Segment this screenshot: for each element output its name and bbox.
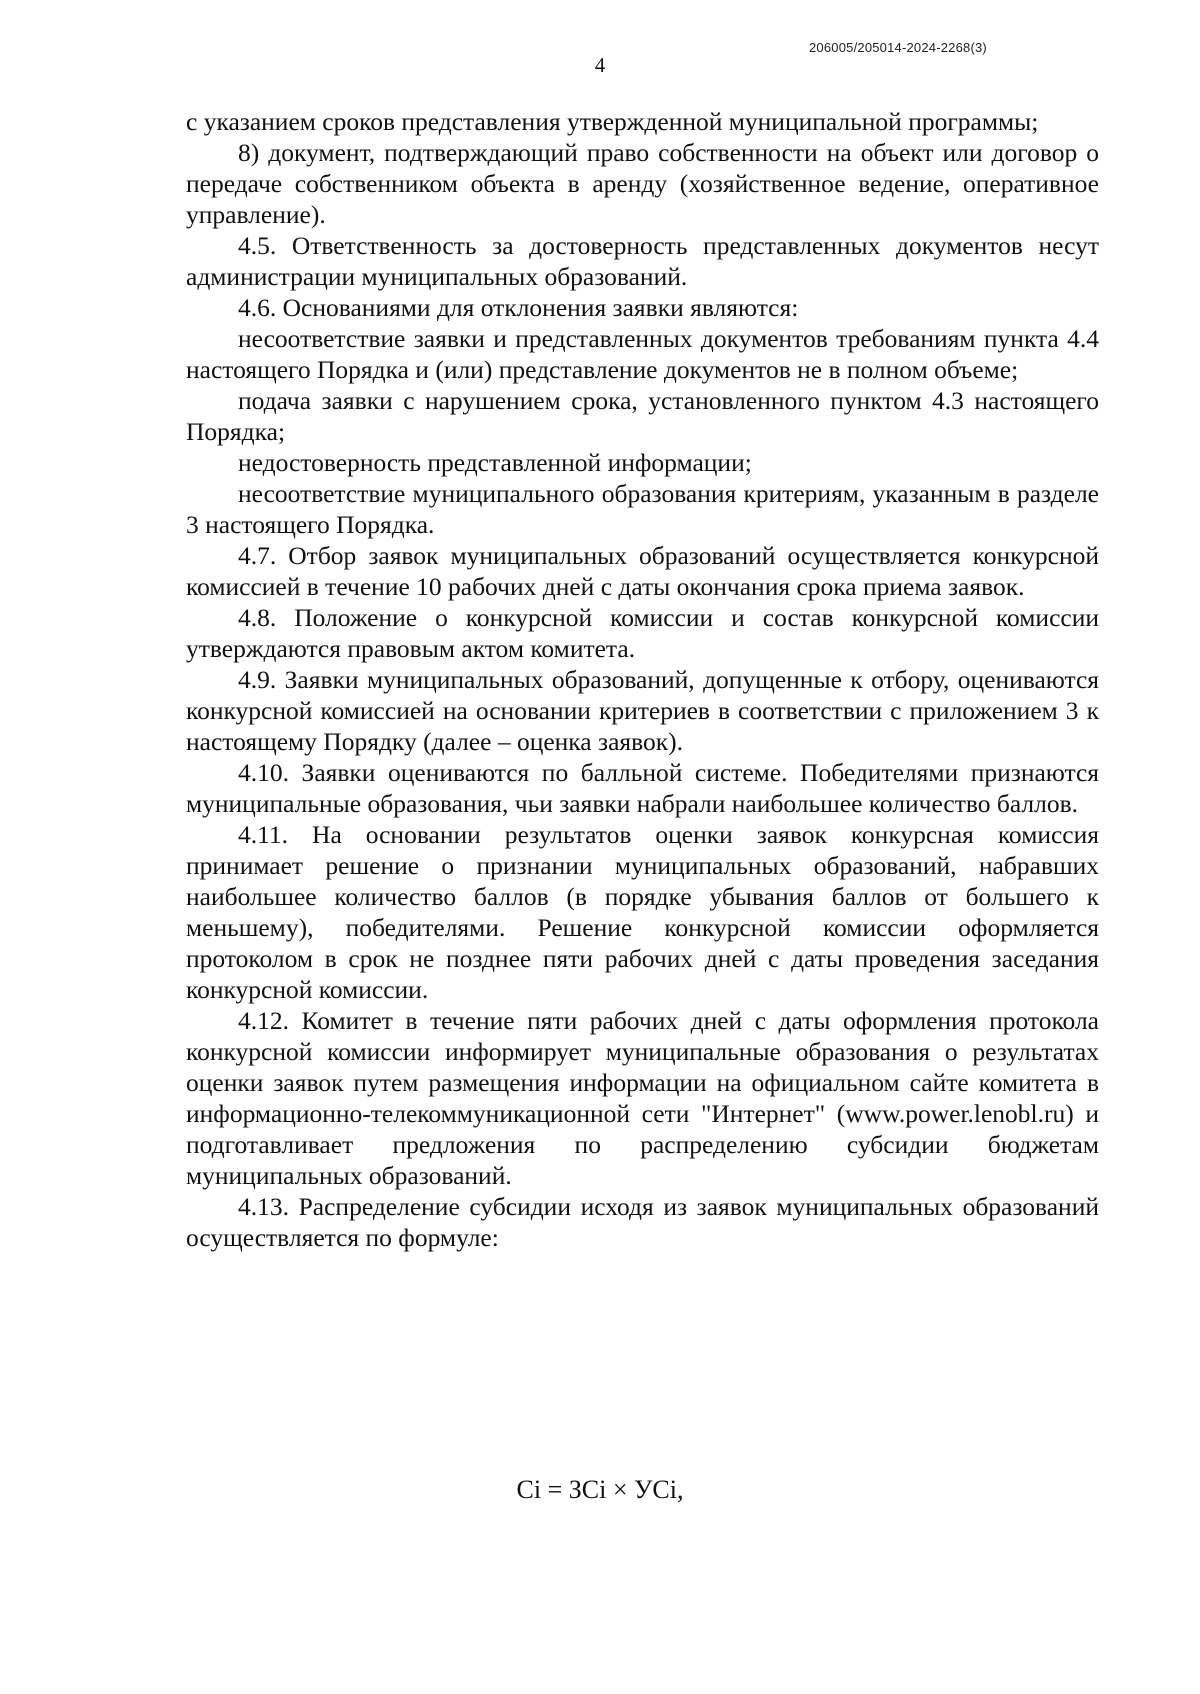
paragraph-4-5: 4.5. Ответственность за достоверность представленных документов несут администрации муниципальных образований.: [186, 231, 1099, 291]
paragraph-4-8: 4.8. Положение о конкурсной комиссии и состав конкурсной комиссии утверждаются правовым актом комитета.: [186, 603, 1099, 663]
document-body: [186, 106, 1099, 1253]
paragraph-4-13: 4.13. Распределение субсидии исходя из заявок муниципальных образований осуществляется по формуле:: [186, 1192, 1099, 1252]
page-number: 4: [594, 53, 606, 77]
rejection-ground-4: несоответствие муниципального образования критериям, указанным в разделе 3 настоящего Порядка.: [186, 479, 1099, 539]
paragraph-4-10: 4.10. Заявки оцениваются по балльной системе. Победителями признаются муниципальные образования, чьи заявки набрали наибольшее количество баллов.: [186, 758, 1099, 818]
paragraph-4-9: 4.9. Заявки муниципальных образований, допущенные к отбору, оцениваются конкурсной комиссией на основании критериев в соответствии с приложением 3 к настоящему Порядку (далее – оценка заявок).: [186, 665, 1099, 756]
document-number: 206005/205014-2024-2268(3): [809, 40, 987, 55]
paragraph-4-6: 4.6. Основаниями для отклонения заявки являются:: [238, 293, 799, 322]
paragraph-4-12: 4.12. Комитет в течение пяти рабочих дней с даты оформления протокола конкурсной комиссии информирует муниципальные образования о результатах оценки заявок путем размещения информации на официальном сайте комитета в информационно-телекоммуникационной сети "Интернет" (www.power.lenobl.ru) и подготавливает предложения по распределению субсидии бюджетам муниципальных образований.: [186, 1006, 1099, 1190]
rejection-ground-3: недостоверность представленной информации;: [238, 448, 752, 477]
subsidy-formula: Ci = ЗCi × УCi,: [516, 1475, 684, 1504]
paragraph-item-8: 8) документ, подтверждающий право собственности на объект или договор о передаче собственником объекта в аренду (хозяйственное ведение, оперативное управление).: [186, 138, 1099, 229]
paragraph-4-11: 4.11. На основании результатов оценки заявок конкурсная комиссия принимает решение о признании муниципальных образований, набравших наибольшее количество баллов (в порядке убывания баллов от большего к меньшему), победителями. Решение конкурсной комиссии оформляется протоколом в срок не позднее пяти рабочих дней с даты проведения заседания конкурсной комиссии.: [186, 820, 1099, 1004]
rejection-ground-2: подача заявки с нарушением срока, установленного пунктом 4.3 настоящего Порядка;: [186, 386, 1099, 446]
rejection-ground-1: несоответствие заявки и представленных документов требованиям пункта 4.4 настоящего Порядка и (или) представление документов не в полном объеме;: [186, 324, 1099, 384]
paragraph-4-7: 4.7. Отбор заявок муниципальных образований осуществляется конкурсной комиссией в течение 10 рабочих дней с даты окончания срока приема заявок.: [186, 541, 1099, 601]
paragraph-continuation: с указанием сроков представления утвержденной муниципальной программы;: [186, 107, 1039, 136]
